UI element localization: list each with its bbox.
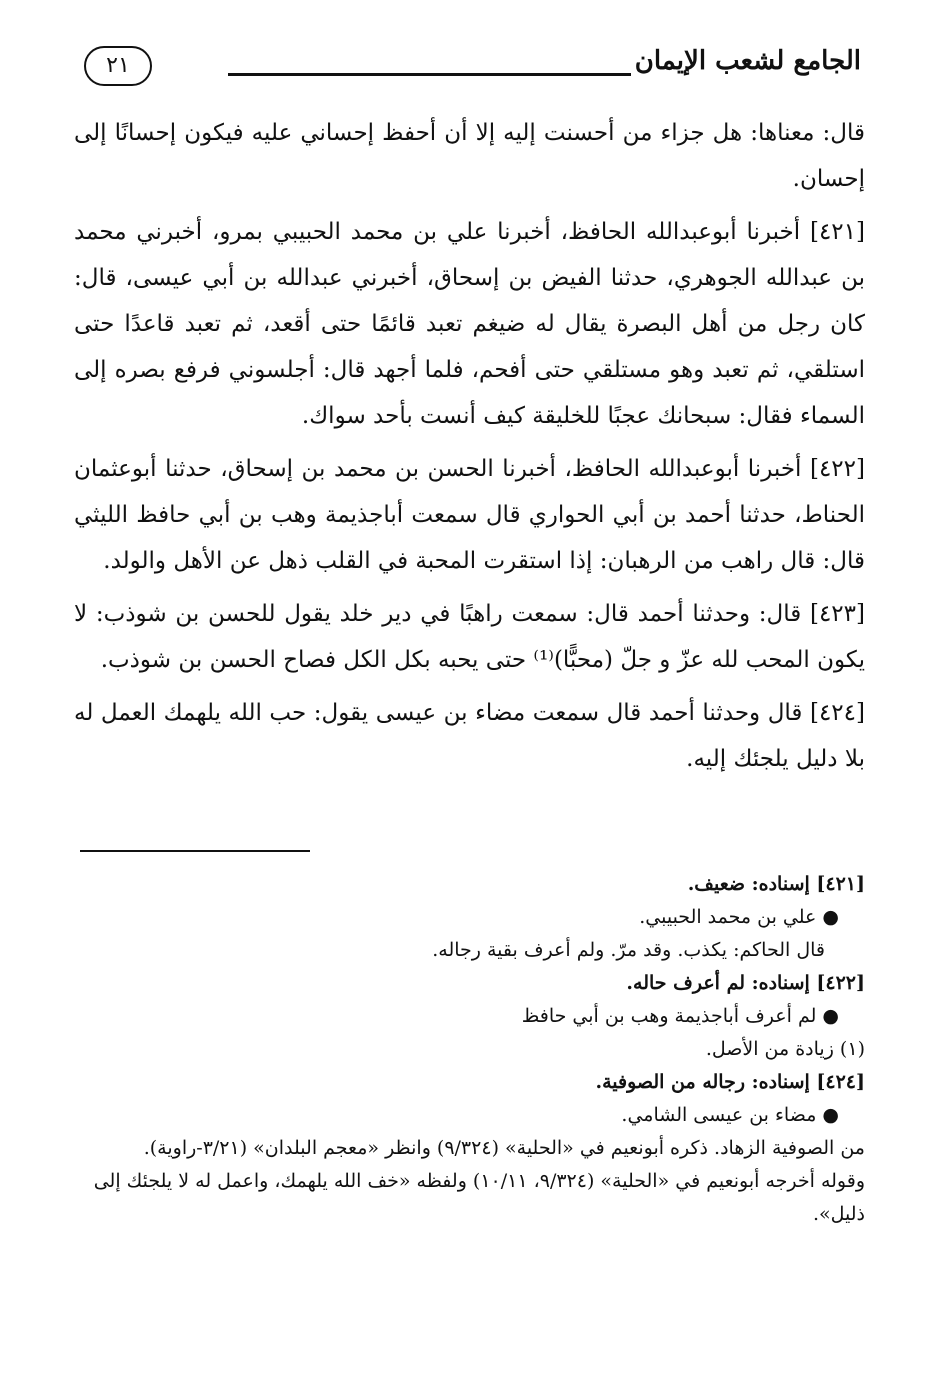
paragraph-422: [٤٢٢] أخبرنا أبوعبدالله الحافظ، أخبرنا الحسن بن محمد بن إسحاق، حدثنا أبوعثمان الحناط، حدثنا أحمد بن أبي الحواري قال سمعت أباجذيمة وهب بن أبي حافظ الليثي قال: قال راهب من الرهبان: إذا استقرت المحبة في القلب ذهل عن الأهل والولد. — [74, 456, 865, 574]
footnote-424-isnad: [٤٢٤] إسناده: رجاله من الصوفية. — [595, 1071, 865, 1093]
header-rule — [228, 73, 631, 76]
main-text — [74, 110, 865, 789]
paragraph-intro: قال: معناها: هل جزاء من أحسنت إليه إلا أن أحفظ إحساني عليه فيكون إحسانًا إلى إحسان. — [74, 120, 865, 192]
footnote-1: (١) زيادة من الأصل. — [705, 1038, 865, 1060]
running-title: الجامع لشعب الإيمان — [634, 46, 861, 76]
footnote-421-narrator: ● علي بن محمد الحبيبي. — [639, 906, 839, 928]
footnote-424-note: من الصوفية الزهاد. ذكره أبونعيم في «الحلية» (٩/٣٢٤) وانظر «معجم البلدان» (٣/٢١-راوية). — [143, 1137, 865, 1159]
paragraph-424: [٤٢٤] قال وحدثنا أحمد قال سمعت مضاء بن عيسى يقول: حب الله يلهمك العمل له بلا دليل يلجئك إليه. — [74, 700, 865, 772]
footnote-424-narrator: ● مضاء بن عيسى الشامي. — [621, 1104, 839, 1126]
footnote-422-isnad: [٤٢٢] إسناده: لم أعرف حاله. — [626, 972, 865, 994]
paragraph-423: [٤٢٣] قال: وحدثنا أحمد قال: سمعت راهبًا في دير خلد يقول للحسن بن شوذب: لا يكون المحب لله عزّ و جلّ (محبًّا)⁽¹⁾ حتى يحبه بكل الكل فصاح الحسن بن شوذب. — [74, 601, 865, 673]
page-header — [78, 40, 861, 96]
footnote-421-note: قال الحاكم: يكذب. وقد مرّ. ولم أعرف بقية رجاله. — [432, 939, 825, 961]
paragraph-421: [٤٢١] أخبرنا أبوعبدالله الحافظ، أخبرنا علي بن محمد الحبيبي بمرو، أخبرني محمد بن عبدالله الجوهري، حدثنا الفيض بن إسحاق، أخبرني عبدالله بن أبي عيسى، قال: كان رجل من أهل البصرة يقال له ضيغم تعبد قائمًا حتى أقعد، ثم تعبد قاعدًا حتى استلقي، ثم تعبد وهو مستلقي حتى أفحم، فلما أجهد قال: أجلسوني فرفع بصره إلى السماء فقال: سبحانك عجبًا للخليقة كيف أنست بأحد سواك. — [74, 219, 865, 429]
footnote-424-source: وقوله أخرجه أبونعيم في «الحلية» (٩/٣٢٤، ١٠/١١) ولفظه «خف الله يلهمك، واعمل له لا يلجئك إلى ذليل». — [93, 1170, 865, 1225]
page-number: ٢١ — [84, 46, 152, 86]
footnote-separator — [80, 850, 310, 852]
footnote-422-narrator: ● لم أعرف أباجذيمة وهب بن أبي حافظ — [521, 1005, 839, 1027]
footnotes — [74, 868, 865, 1231]
footnote-421-isnad: [٤٢١] إسناده: ضعيف. — [687, 873, 865, 895]
